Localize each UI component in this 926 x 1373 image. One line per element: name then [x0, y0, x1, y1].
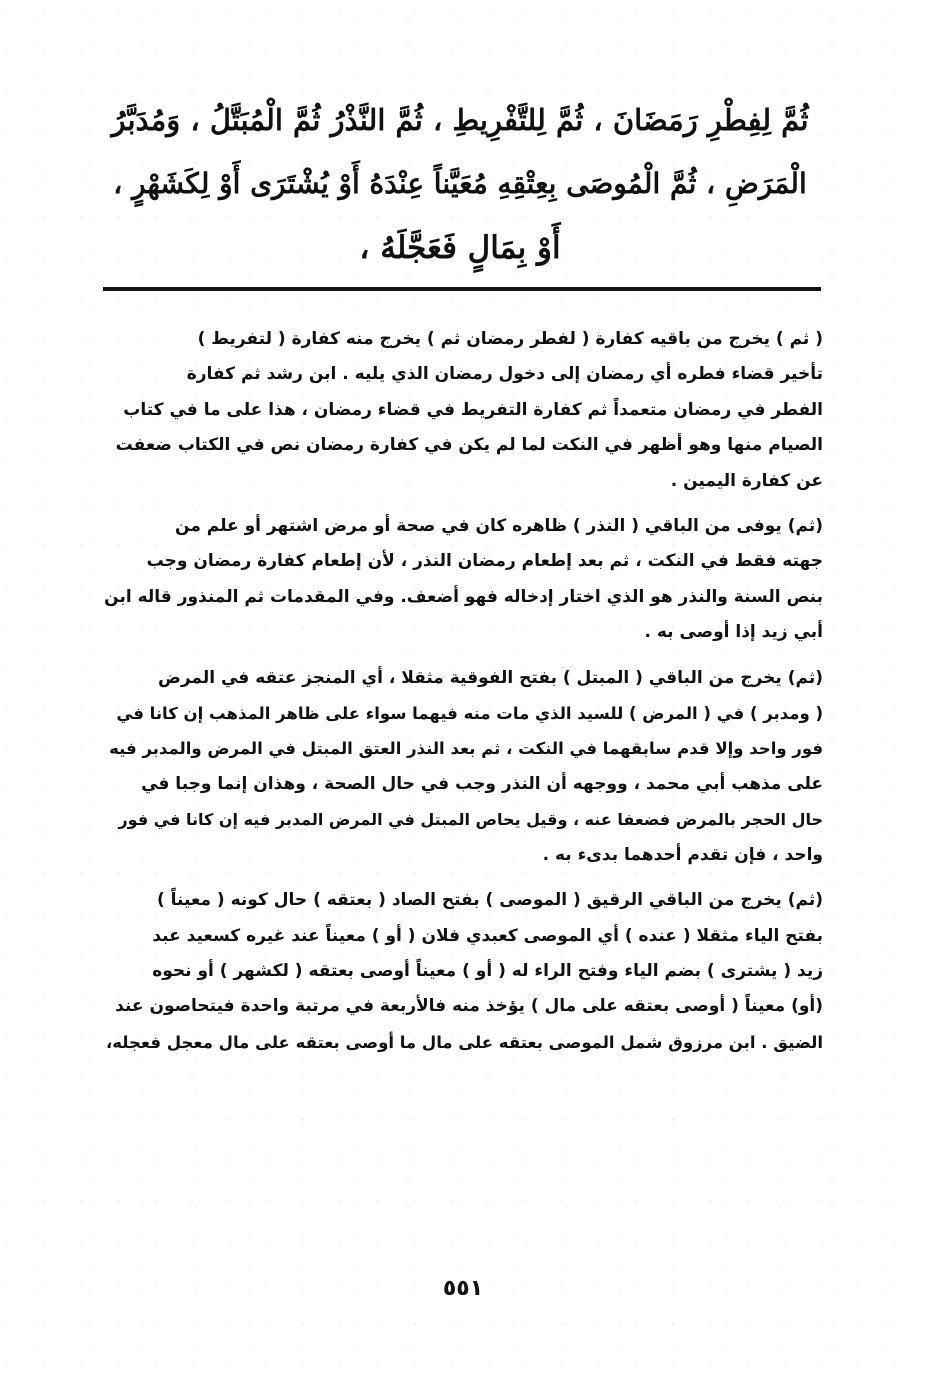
commentary-line: الصيام منها وهو أظهر في النكت لما لم يكن في كفارة رمضان نص في الكتاب ضعفت — [115, 435, 823, 456]
matn-line: الْمَرَضِ ، ثُمَّ الْمُوصَى بِعِتْقِهِ مُعَيَّناً عِنْدَهُ أَوْ يُشْتَرَى أَوْ لِكَشَهْرٍ ، — [113, 167, 807, 200]
commentary-paragraph — [103, 322, 823, 499]
commentary-line: جهته فقط في النكت ، ثم بعد إطعام رمضان النذر ، لأن إطعام كفارة رمضان وجب — [146, 551, 823, 572]
commentary-paragraph — [103, 509, 823, 651]
commentary-line: ( ومدبر ) في ( المرض ) للسيد الذي مات منه فيهما سواء على ظاهر المذهب إن كانا في — [116, 704, 823, 724]
commentary-line: تأخير قضاء فطره أي رمضان إلى دخول رمضان الذي يليه . ابن رشد ثم كفارة — [186, 364, 823, 385]
matn-line: أَوْ بِمَالٍ فَعَجَّلَهُ ، — [359, 230, 561, 266]
commentary-line: حال الحجر بالمرض فضعفا عنه ، وقيل يحاص المبتل في المرض المدبر فيه إن كانا في فور — [118, 810, 823, 830]
commentary-line: الفطر في رمضان متعمداً ثم كفارة التفريط في قضاء رمضان ، هذا على ما في كتاب — [123, 399, 823, 420]
commentary-line: ( ثم ) يخرج من باقيه كفارة ( لفطر رمضان ثم ) يخرج منه كفارة ( لتفريط ) — [197, 329, 823, 349]
commentary-line: أبي زيد إذا أوصى به . — [644, 622, 823, 643]
commentary-line: فور واحد وإلا قدم سابقهما في النكت ، ثم بعد النذر العتق المبتل في المرض والمدبر فيه — [109, 739, 823, 759]
commentary-line: الضيق . ابن مرزوق شمل الموصى بعتقه على مال ما أوصى بعتقه على مال معجل فعجله، — [106, 1032, 823, 1052]
commentary-line: بنص السنة والنذر هو الذي اختار إدخاله فهو أضعف. وفي المقدمات ثم المنذور قاله ابن — [104, 586, 823, 607]
separator-rule — [103, 287, 821, 291]
commentary-line: (ثم) يخرج من الباقي ( المبتل ) بفتح الفوقية مثقلا ، أي المنجز عتقه في المرض — [157, 667, 823, 688]
commentary-text-block — [103, 322, 823, 1070]
commentary-line: واحد ، فإن تقدم أحدهما بدىء به . — [542, 844, 823, 865]
commentary-paragraph — [103, 661, 823, 873]
commentary-line: عن كفارة اليمين . — [670, 470, 823, 491]
commentary-line: (ثم) يخرج من الباقي الرقيق ( الموصى ) بفتح الصاد ( بعتقه ) حال كونه ( معيناً ) — [156, 890, 823, 911]
commentary-line: بفتح الياء مثقلا ( عنده ) أي الموصى كعبدي فلان ( أو ) معيناً عند غيره كسعيد عبد — [152, 925, 823, 946]
page-number: ٥٥١ — [442, 1276, 484, 1301]
commentary-line: زيد ( يشترى ) بضم الياء وفتح الراء له ( أو ) معيناً أوصى بعتقه ( لكشهر ) أو نحوه — [152, 960, 823, 981]
matn-line: ثُمَّ لِفِطْرِ رَمَضَانَ ، ثُمَّ لِلتَّفْرِيطِ ، ثُمَّ النَّذْرُ ثُمَّ الْمُبَتَّلُ ، وَمُدَبَّرُ — [111, 103, 809, 137]
commentary-line: على مذهب أبي محمد ، ووجهه أن النذر وجب في حال الصحة ، وهذان إنما وجبا في — [141, 773, 823, 794]
commentary-line: (أو) معيناً ( أوصى بعتقه على مال ) يؤخذ منه فالأربعة في مرتبة واحدة فيتحاصون عند — [115, 996, 823, 1017]
commentary-line: (ثم) يوفى من الباقي ( النذر ) ظاهره كان في صحة أو مرض اشتهر أو علم من — [175, 516, 823, 537]
matn-text-block — [110, 88, 810, 280]
commentary-paragraph — [103, 883, 823, 1060]
